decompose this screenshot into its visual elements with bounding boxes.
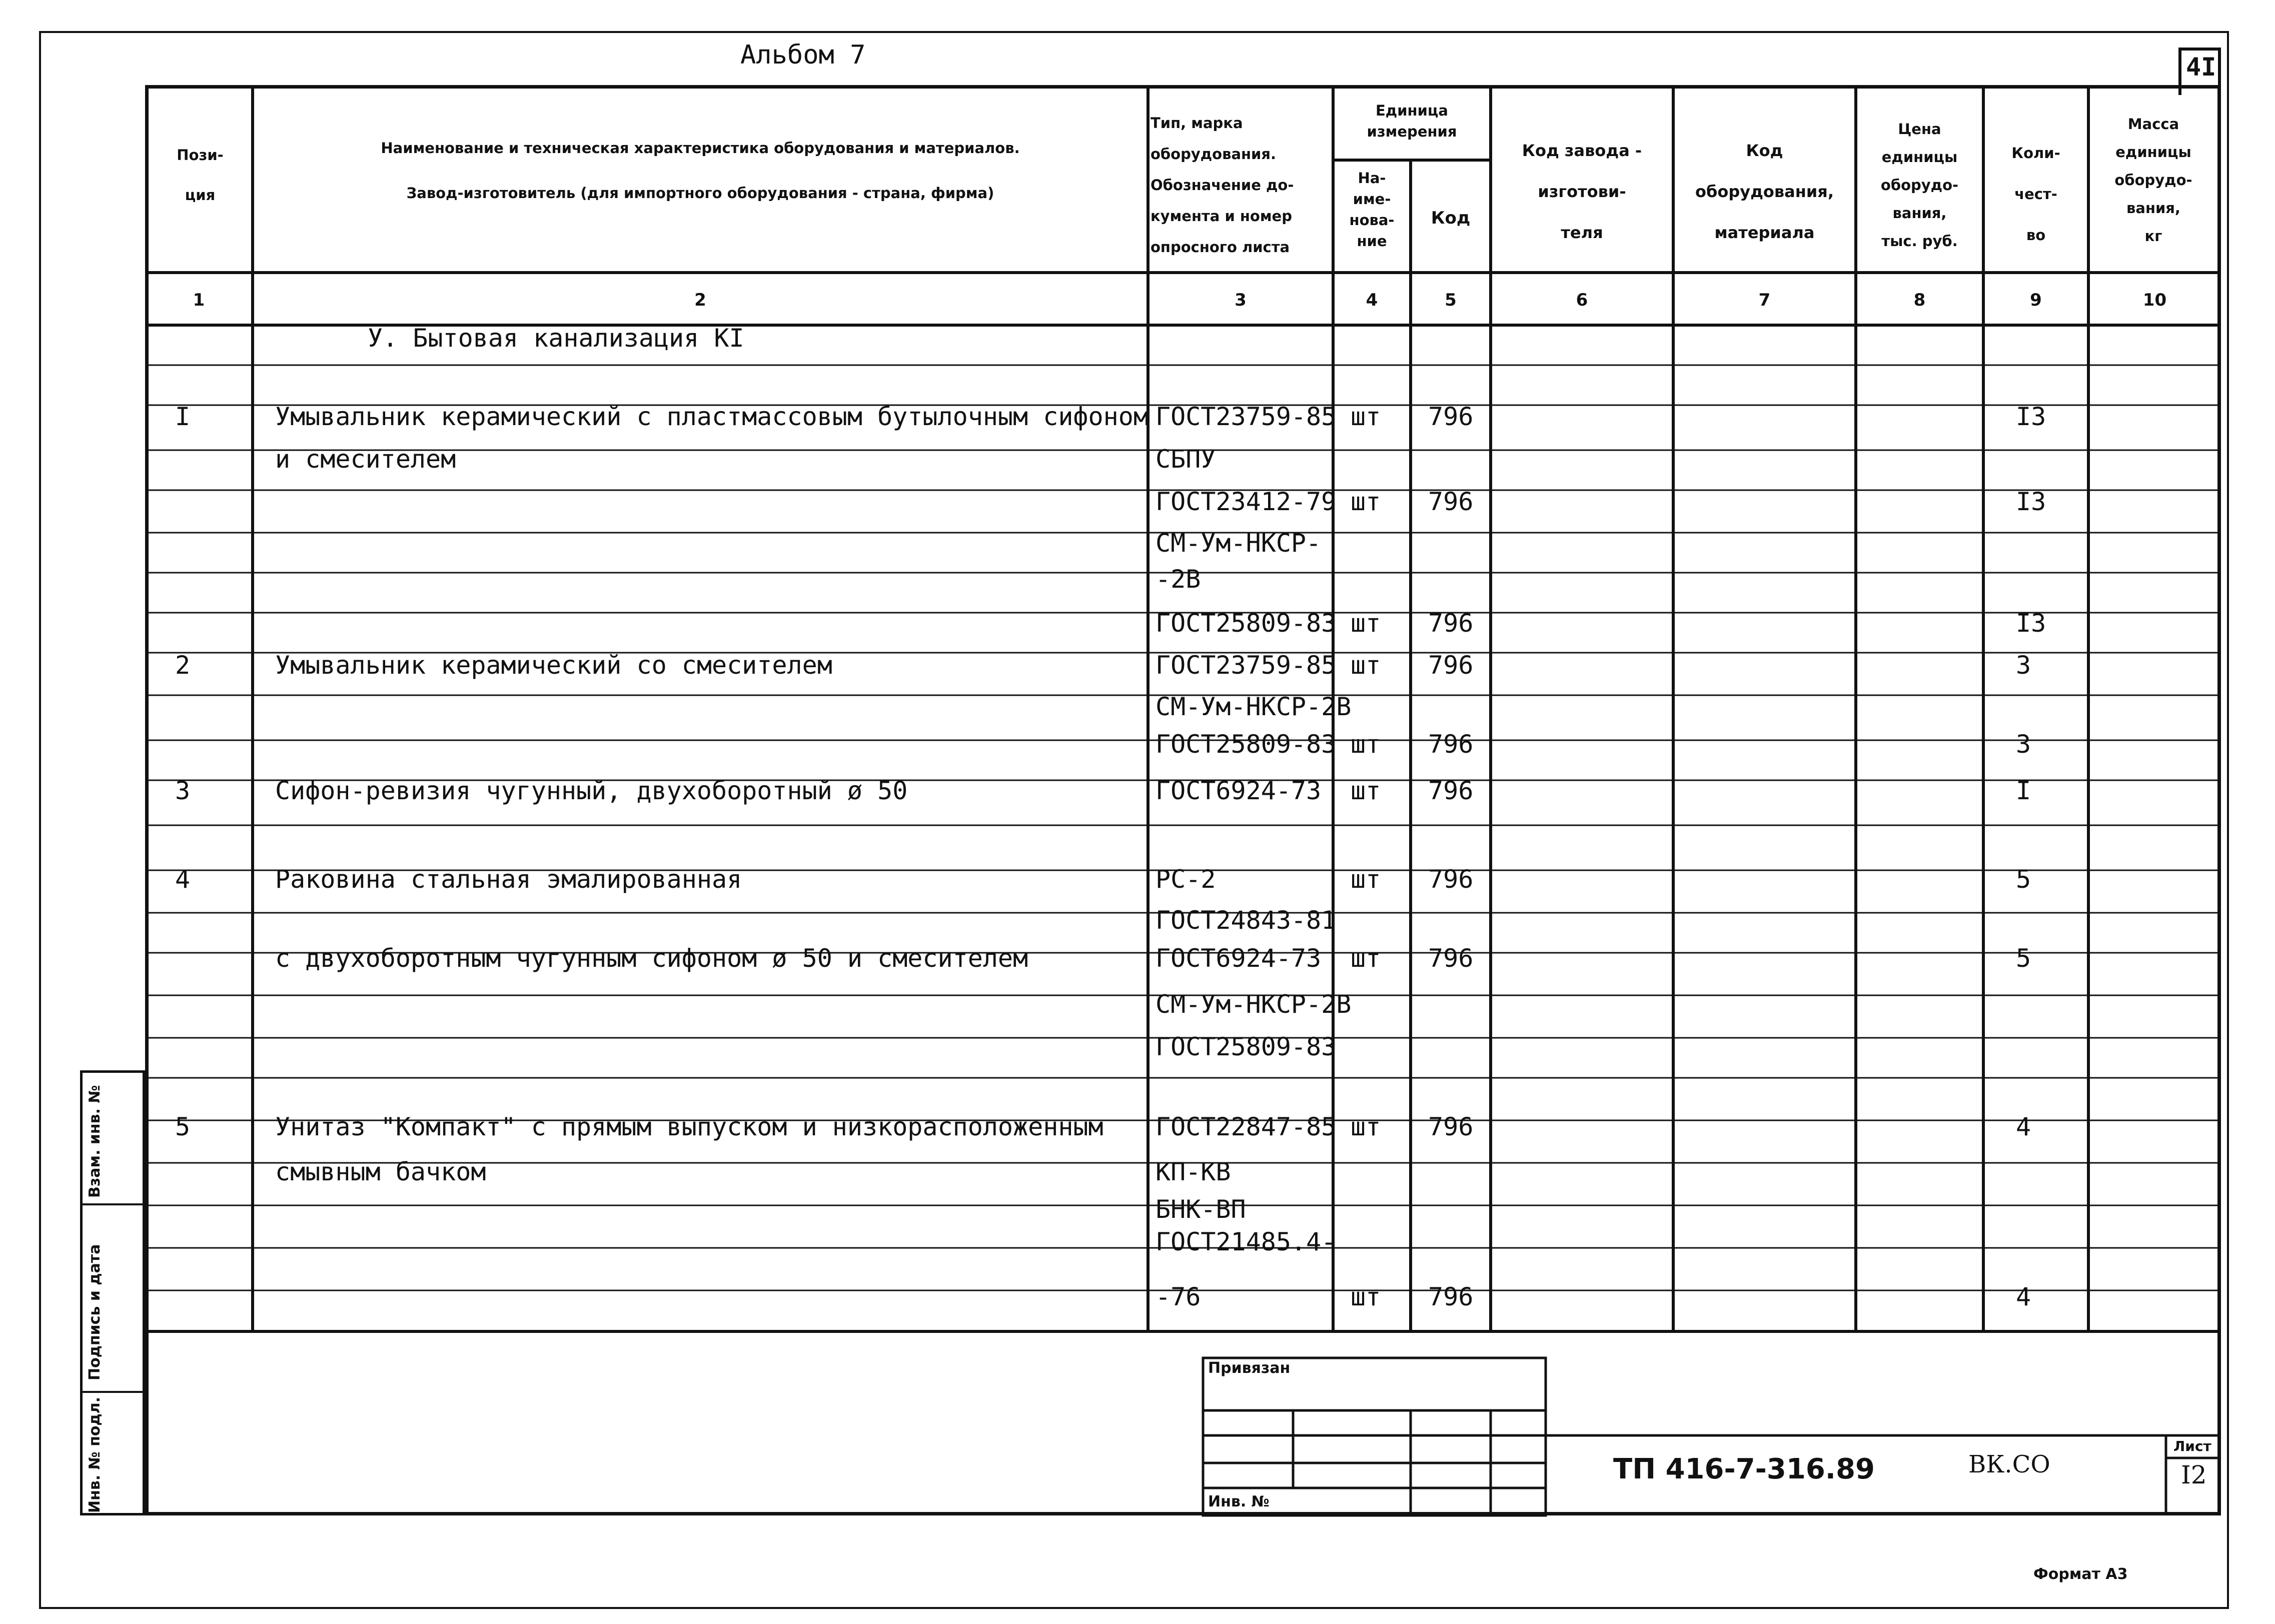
row-code: 796 (1428, 865, 1474, 894)
row-pos: 2 (175, 651, 191, 680)
header-doc: Тип, марка оборудования. Обозначение до- кумента и номер опросного листа (1151, 115, 1294, 256)
row-doc: ГОСТ25809-83 (1156, 1032, 1337, 1061)
row-unit: шт (1351, 776, 1381, 805)
row-qty: I3 (2016, 487, 2046, 516)
header-name-line1: Наименование и техническая характеристика оборудования и материалов. (381, 140, 1020, 157)
colnum-1: 1 (193, 290, 205, 310)
row-doc: -2В (1156, 565, 1201, 594)
row-doc: -76 (1156, 1282, 1201, 1311)
row-pos: 5 (175, 1112, 191, 1141)
side-label-vzam-inv: Взам. инв. № (86, 1085, 104, 1198)
row-qty: 4 (2016, 1282, 2031, 1311)
row-doc: ГОСТ25809-83 (1156, 609, 1337, 638)
row-name: с двухоборотным чугунным сифоном ø 50 и смесителем (275, 944, 1028, 973)
header-mass: Масса единицы оборудо- вания, кг (2114, 116, 2192, 245)
header-unit-name: На- име- нова- ние (1349, 170, 1395, 250)
row-unit: шт (1351, 1112, 1381, 1141)
row-doc: ГОСТ25809-83 (1156, 730, 1337, 759)
header-quantity: Коли- чест- во (2011, 145, 2060, 244)
colnum-10: 10 (2142, 290, 2167, 310)
row-name: Раковина стальная эмалированная (275, 865, 742, 894)
row-code: 796 (1428, 730, 1474, 759)
row-qty: 3 (2016, 651, 2031, 680)
colnum-3: 3 (1235, 290, 1247, 310)
header-price: Цена единицы оборудо- вания, тыс. руб. (1880, 121, 1959, 250)
row-unit: шт (1351, 944, 1381, 973)
section-title: У. Бытовая канализация КI (368, 324, 744, 353)
row-qty: 3 (2016, 730, 2031, 759)
row-unit: шт (1351, 730, 1381, 759)
row-doc: ГОСТ21485.4- (1156, 1227, 1337, 1256)
row-doc: ГОСТ23412-79 (1156, 487, 1337, 516)
row-qty: 5 (2016, 865, 2031, 894)
side-label-inv-podl: Инв. № подл. (86, 1396, 104, 1513)
row-pos: I (175, 402, 191, 431)
stamp-inv-no: Инв. № (1208, 1493, 1270, 1510)
row-code: 796 (1428, 487, 1474, 516)
row-qty: 5 (2016, 944, 2031, 973)
row-name: Унитаз "Компакт" с прямым выпуском и низкорасположенным (275, 1112, 1103, 1141)
format-label: Формат А3 (2033, 1565, 2128, 1583)
row-doc: КП-КВ (1156, 1157, 1231, 1186)
row-code: 796 (1428, 402, 1474, 431)
header-unit-code: Код (1431, 208, 1471, 228)
row-name: Умывальник керамический со смесителем (275, 651, 832, 680)
row-qty: I (2016, 776, 2031, 805)
row-doc: ГОСТ6924-73 (1156, 776, 1322, 805)
album-title: Альбом 7 (740, 40, 866, 70)
colnum-5: 5 (1445, 290, 1457, 310)
row-pos: 4 (175, 865, 191, 894)
header-factory-code: Код завода - изготови- теля (1522, 141, 1642, 242)
row-pos: 3 (175, 776, 191, 805)
row-name: Умывальник керамический с пластмассовым бутылочным сифоном (275, 402, 1149, 431)
colnum-7: 7 (1758, 290, 1771, 310)
header-position: Пози- ция (177, 147, 224, 204)
row-doc: ГОСТ6924-73 (1156, 944, 1322, 973)
row-doc: РС-2 (1156, 865, 1216, 894)
row-name: и смесителем (275, 445, 456, 474)
row-code: 796 (1428, 944, 1474, 973)
row-doc: ГОСТ23759-85 (1156, 402, 1337, 431)
row-doc: БНК-ВП (1156, 1195, 1246, 1224)
row-code: 796 (1428, 651, 1474, 680)
row-unit: шт (1351, 402, 1381, 431)
row-unit: шт (1351, 487, 1381, 516)
colnum-6: 6 (1576, 290, 1588, 310)
stamp-privyazan: Привязан (1208, 1359, 1291, 1377)
row-code: 796 (1428, 1112, 1474, 1141)
row-qty: 4 (2016, 1112, 2031, 1141)
row-doc: СБПУ (1156, 445, 1216, 474)
row-name: Сифон-ревизия чугунный, двухоборотный ø 50 (275, 776, 908, 805)
row-doc: ГОСТ24843-81 (1156, 906, 1337, 935)
row-qty: I3 (2016, 609, 2046, 638)
row-unit: шт (1351, 865, 1381, 894)
row-unit: шт (1351, 609, 1381, 638)
colnum-9: 9 (2030, 290, 2042, 310)
row-qty: I3 (2016, 402, 2046, 431)
corner-sheet-number: 4I (2186, 53, 2216, 82)
row-doc: СМ-Ум-НКСР-2В (1156, 990, 1352, 1019)
row-unit: шт (1351, 1282, 1381, 1311)
stamp-sheet-number: I2 (2181, 1460, 2207, 1489)
row-doc: ГОСТ23759-85 (1156, 651, 1337, 680)
header-unit-group: Единица измерения (1367, 102, 1457, 140)
row-doc: СМ-Ум-НКСР-2В (1156, 692, 1352, 721)
colnum-8: 8 (1913, 290, 1926, 310)
row-code: 796 (1428, 1282, 1474, 1311)
header-equipment-code: Код оборудования, материала (1695, 141, 1834, 242)
colnum-4: 4 (1366, 290, 1378, 310)
stamp-mark: ВК.СО (1968, 1450, 2050, 1478)
stamp-project-code: ТП 416-7-316.89 (1613, 1453, 1875, 1485)
header-name-line2: Завод-изготовитель (для импортного оборудования - страна, фирма) (406, 185, 994, 202)
side-label-podpis-data: Подпись и дата (86, 1244, 104, 1380)
row-code: 796 (1428, 609, 1474, 638)
row-doc: ГОСТ22847-85 (1156, 1112, 1337, 1141)
stamp-sheet-label: Лист (2173, 1438, 2211, 1454)
row-unit: шт (1351, 651, 1381, 680)
row-code: 796 (1428, 776, 1474, 805)
row-doc: СМ-Ум-НКСР- (1156, 529, 1322, 558)
row-name: смывным бачком (275, 1157, 486, 1186)
colnum-2: 2 (694, 290, 706, 310)
